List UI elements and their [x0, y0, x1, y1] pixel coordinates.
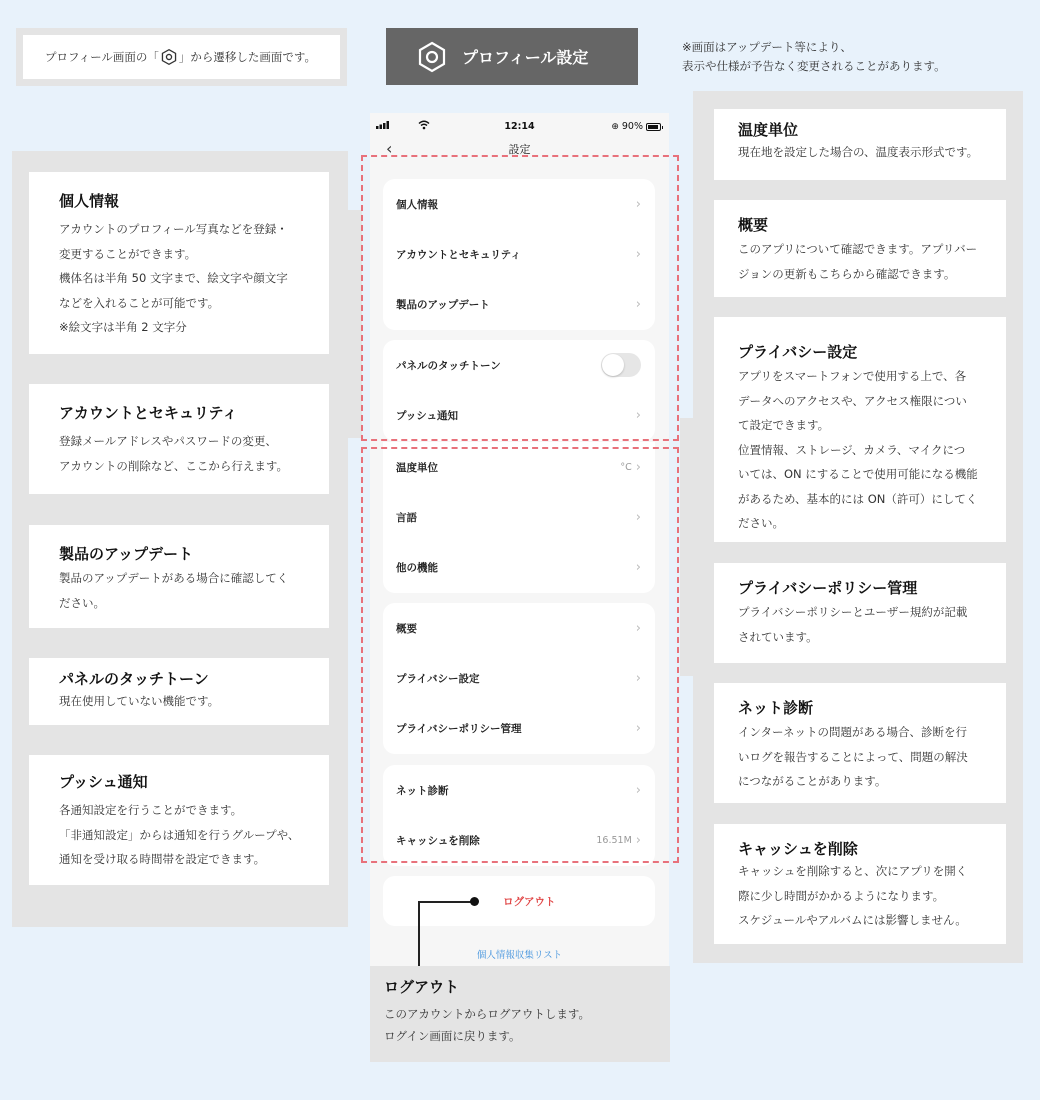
row-push-notification[interactable]: プッシュ通知 ›: [396, 407, 641, 423]
chevron-right-icon: ›: [635, 559, 641, 575]
privacy-collection-list-link[interactable]: 個人情報収集リスト: [476, 950, 563, 961]
hexagon-settings-icon: [418, 41, 446, 73]
intro-note: [16, 28, 347, 86]
row-personal-info[interactable]: 個人情報 ›: [396, 196, 641, 212]
row-temperature-unit[interactable]: 温度単位 °C ›: [396, 459, 641, 475]
row-privacy-settings[interactable]: プライバシー設定 ›: [396, 670, 641, 686]
chevron-right-icon: ›: [635, 196, 641, 212]
annotation-card-logout: ログアウト このアカウントからログアウトします。 ログイン画面に戻ります。: [370, 966, 670, 1062]
chevron-right-icon: ›: [635, 832, 641, 848]
status-bar: [370, 113, 669, 137]
battery-percent: 90%: [621, 121, 643, 132]
annotation-card-temperature-unit: 温度単位 現在地を設定した場合の、温度表示形式です。: [714, 109, 1006, 180]
annotation-card-push-notification: プッシュ通知 各通知設定を行うことができます。 「非通知設定」からは通知を行うグループや、 通知を受け取る時間帯を設定できます。: [29, 755, 329, 885]
intro-note-text: プロフィール画面の「 」から遷移した画面です。: [23, 35, 340, 79]
page-title: プロフィール設定: [462, 48, 589, 67]
chevron-right-icon: ›: [635, 407, 641, 423]
annotation-card-clear-cache: キャッシュを削除 キャッシュを削除すると、次にアプリを開く 際に少し時間がかかるようになります。 スケジュールやアルバムには影響しません。: [714, 824, 1006, 944]
row-overview[interactable]: 概要 ›: [396, 620, 641, 636]
highlight-outline-lower: [361, 447, 679, 863]
annotation-card-touch-tone: パネルのタッチトーン 現在使用していない機能です。: [29, 658, 329, 725]
chevron-right-icon: ›: [635, 670, 641, 686]
annotation-card-overview: 概要 このアプリについて確認できます。アプリバー ジョンの更新もこちらから確認できます。: [714, 200, 1006, 297]
screen-title: 設定: [508, 143, 531, 156]
right-connector: [680, 418, 700, 676]
status-time: 12:14: [504, 121, 535, 132]
hexagon-settings-icon: [161, 49, 177, 65]
row-net-diagnosis[interactable]: ネット診断 ›: [396, 782, 641, 798]
annotation-card-net-diagnosis: ネット診断 インターネットの問題がある場合、診断を行 いログを報告することによって、問題の解決 につながることがあります。: [714, 683, 1006, 803]
highlight-outline-upper: [361, 155, 679, 441]
row-touch-tone: パネルのタッチトーン: [383, 340, 655, 390]
page-title-badge: [386, 28, 638, 85]
leader-line: [418, 901, 474, 903]
battery-icon: [646, 123, 661, 131]
row-privacy-policy[interactable]: プライバシーポリシー管理 ›: [396, 720, 641, 736]
chevron-right-icon: ›: [635, 246, 641, 262]
temperature-unit-value: °C: [620, 461, 632, 473]
annotation-card-privacy-settings: プライバシー設定 アプリをスマートフォンで使用する上で、各 データへのアクセスや、アクセス権限につい て設定できます。 位置情報、ストレージ、カメラ、マイクにつ いては、ON にすることで使用可能になる機能 があるため、基本的には ON（許可）にしてく ださい。: [714, 317, 1006, 542]
chevron-right-icon: ›: [635, 459, 641, 475]
row-other-features[interactable]: 他の機能 ›: [396, 559, 641, 575]
chevron-right-icon: ›: [635, 782, 641, 798]
chevron-right-icon: ›: [635, 296, 641, 312]
disclaimer: ※画面はアップデート等により、 表示や仕様が予告なく変更されることがあります。: [682, 40, 946, 73]
battery-area: [611, 121, 661, 132]
leader-dot: [470, 897, 479, 906]
row-clear-cache[interactable]: キャッシュを削除 16.51M ›: [396, 832, 641, 848]
leader-line: [418, 901, 420, 967]
annotation-card-product-update: 製品のアップデート 製品のアップデートがある場合に確認してく ださい。: [29, 525, 329, 628]
row-account-security[interactable]: アカウントとセキュリティ ›: [396, 246, 641, 262]
chevron-right-icon: ›: [635, 720, 641, 736]
annotation-card-personal-info: 個人情報 アカウントのプロフィール写真などを登録・ 変更することができます。 機体名は半角 50 文字まで、絵文字や顔文字 などを入れることが可能です。 ※絵文字は半角 2 文字分: [29, 172, 329, 354]
row-product-update[interactable]: 製品のアップデート ›: [396, 296, 641, 312]
logout-button[interactable]: ログアウト: [383, 876, 655, 926]
orientation-lock-icon: ⊕: [611, 121, 619, 132]
chevron-right-icon: ›: [635, 509, 641, 525]
annotation-card-account-security: アカウントとセキュリティ 登録メールアドレスやパスワードの変更、 アカウントの削除など、ここから行えます。: [29, 384, 329, 494]
left-connector: [340, 210, 362, 438]
cache-size-value: 16.51M: [596, 834, 632, 846]
back-button[interactable]: ‹: [386, 139, 393, 158]
row-language[interactable]: 言語 ›: [396, 509, 641, 525]
chevron-right-icon: ›: [635, 620, 641, 636]
annotation-card-privacy-policy: プライバシーポリシー管理 プライバシーポリシーとユーザー規約が記載 されています。: [714, 563, 1006, 663]
